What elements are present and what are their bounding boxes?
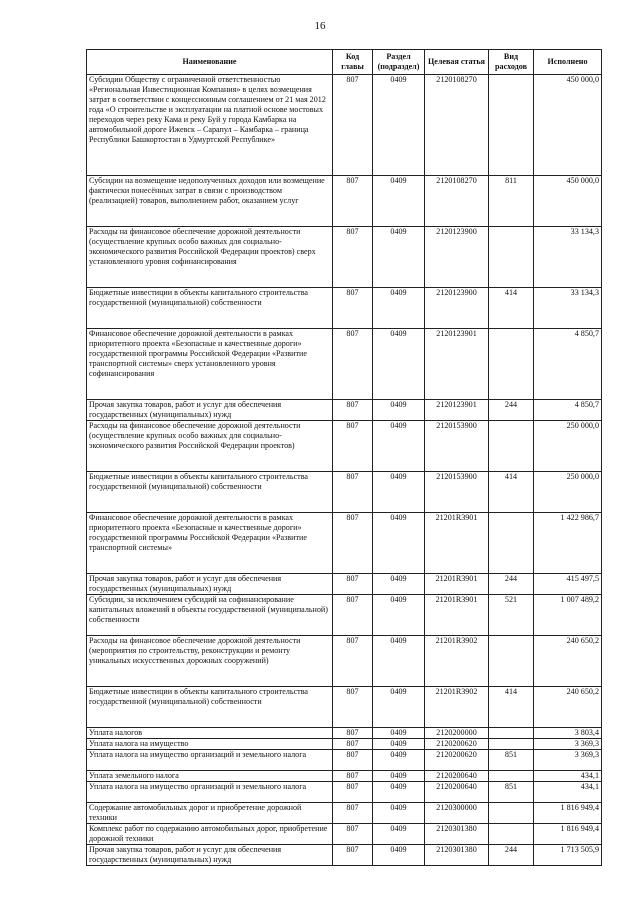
cell-target-item: 2120123900 (425, 288, 489, 329)
cell-executed: 450 000,0 (534, 75, 602, 176)
cell-target-item: 2120200640 (425, 771, 489, 782)
cell-executed: 240 650,2 (534, 636, 602, 687)
cell-name: Уплата налога на имущество организаций и земельного налога (87, 750, 333, 771)
cell-target-item: 21201R3901 (425, 513, 489, 574)
cell-target-item: 2120108270 (425, 75, 489, 176)
cell-executed: 1 816 949,4 (534, 803, 602, 824)
cell-section: 0409 (373, 803, 425, 824)
cell-target-item: 2120200620 (425, 739, 489, 750)
cell-target-item: 2120153900 (425, 472, 489, 513)
table-header-row (87, 50, 602, 75)
cell-name: Расходы на финансовое обеспечение дорожной деятельности (осуществление крупных особо важных для социально-экономического развития Российской Федерации проектов) сверх установленного уровня софинансирования (87, 227, 333, 288)
cell-target-item: 2120200620 (425, 750, 489, 771)
cell-executed: 1 007 489,2 (534, 595, 602, 636)
cell-expense-type (489, 636, 534, 687)
table-row (87, 771, 602, 782)
cell-section: 0409 (373, 739, 425, 750)
cell-section: 0409 (373, 288, 425, 329)
cell-expense-type (489, 771, 534, 782)
cell-section: 0409 (373, 227, 425, 288)
cell-expense-type: 244 (489, 845, 534, 866)
cell-target-item: 2120200000 (425, 728, 489, 739)
cell-target-item: 2120108270 (425, 176, 489, 227)
table-row (87, 728, 602, 739)
table-row (87, 329, 602, 400)
cell-name: Уплата налога на имущество (87, 739, 333, 750)
cell-executed: 415 497,5 (534, 574, 602, 595)
cell-expense-type (489, 329, 534, 400)
cell-ministry-code: 807 (333, 782, 373, 803)
cell-ministry-code: 807 (333, 400, 373, 421)
cell-target-item: 2120300000 (425, 803, 489, 824)
header-section: Раздел (подраздел) (373, 50, 425, 75)
cell-ministry-code: 807 (333, 329, 373, 400)
cell-name: Бюджетные инвестиции в объекты капитального строительства государственной (муниципальной) собственности (87, 687, 333, 728)
cell-target-item: 2120153900 (425, 421, 489, 472)
table-row (87, 574, 602, 595)
cell-executed: 434,1 (534, 782, 602, 803)
cell-name: Прочая закупка товаров, работ и услуг для обеспечения государственных (муниципальных) нужд (87, 400, 333, 421)
cell-expense-type (489, 803, 534, 824)
table-row (87, 513, 602, 574)
table-row (87, 400, 602, 421)
table-row (87, 803, 602, 824)
cell-section: 0409 (373, 513, 425, 574)
cell-executed: 450 000,0 (534, 176, 602, 227)
cell-expense-type: 414 (489, 288, 534, 329)
cell-ministry-code: 807 (333, 803, 373, 824)
table-row (87, 75, 602, 176)
cell-name: Расходы на финансовое обеспечение дорожной деятельности (осуществление крупных особо важных для социально-экономического развития Российской Федерации проектов) (87, 421, 333, 472)
cell-target-item: 21201R3901 (425, 574, 489, 595)
cell-section: 0409 (373, 728, 425, 739)
cell-executed: 3 369,3 (534, 739, 602, 750)
cell-ministry-code: 807 (333, 845, 373, 866)
cell-name: Прочая закупка товаров, работ и услуг для обеспечения государственных (муниципальных) нужд (87, 574, 333, 595)
header-executed: Исполнено (534, 50, 602, 75)
table-row (87, 750, 602, 771)
cell-target-item: 21201R3902 (425, 687, 489, 728)
cell-section: 0409 (373, 687, 425, 728)
cell-section: 0409 (373, 421, 425, 472)
cell-section: 0409 (373, 400, 425, 421)
table-row (87, 595, 602, 636)
cell-ministry-code: 807 (333, 728, 373, 739)
cell-target-item: 2120123900 (425, 227, 489, 288)
cell-section: 0409 (373, 771, 425, 782)
cell-ministry-code: 807 (333, 739, 373, 750)
cell-expense-type: 851 (489, 750, 534, 771)
cell-executed: 4 850,7 (534, 329, 602, 400)
cell-name: Уплата налогов (87, 728, 333, 739)
cell-ministry-code: 807 (333, 687, 373, 728)
cell-executed: 3 369,3 (534, 750, 602, 771)
cell-name: Прочая закупка товаров, работ и услуг для обеспечения государственных (муниципальных) нужд (87, 845, 333, 866)
cell-executed: 1 713 505,9 (534, 845, 602, 866)
cell-executed: 3 803,4 (534, 728, 602, 739)
cell-target-item: 2120301380 (425, 845, 489, 866)
cell-expense-type (489, 739, 534, 750)
cell-ministry-code: 807 (333, 288, 373, 329)
cell-ministry-code: 807 (333, 513, 373, 574)
cell-ministry-code: 807 (333, 227, 373, 288)
cell-name: Уплата налога на имущество организаций и земельного налога (87, 782, 333, 803)
table-row (87, 782, 602, 803)
cell-section: 0409 (373, 472, 425, 513)
cell-name: Комплекс работ по содержанию автомобильных дорог, приобретение дорожной техники (87, 824, 333, 845)
table-row (87, 845, 602, 866)
table-row (87, 472, 602, 513)
cell-section: 0409 (373, 782, 425, 803)
table-row (87, 687, 602, 728)
cell-name: Субсидии Обществу с ограниченной ответственностью «Региональная Инвестиционная Компания» в целях возмещения затрат в соответствии с концессионным соглашением от 21 мая 2012 года «О строительстве и эксплуатации на платной основе мостовых переходов через реку Кама и реку Буй у города Камбарка на автомобильной дороге Ижевск – Сарапул – Камбарка – граница Республики Башкортостан в Удмуртской Республике» (87, 75, 333, 176)
table-row (87, 739, 602, 750)
cell-expense-type: 414 (489, 472, 534, 513)
cell-name: Субсидии на возмещение недополученных доходов или возмещение фактически понесённых затрат в связи с производством (реализацией) товаров, выполнением работ, оказанием услуг (87, 176, 333, 227)
cell-section: 0409 (373, 636, 425, 687)
cell-expense-type: 851 (489, 782, 534, 803)
cell-section: 0409 (373, 845, 425, 866)
budget-table (86, 49, 602, 866)
cell-ministry-code: 807 (333, 75, 373, 176)
table-body (87, 75, 602, 866)
table-row (87, 227, 602, 288)
cell-executed: 250 000,0 (534, 472, 602, 513)
header-target-item: Целевая статья (425, 50, 489, 75)
cell-section: 0409 (373, 824, 425, 845)
cell-target-item: 2120301380 (425, 824, 489, 845)
cell-executed: 240 650,2 (534, 687, 602, 728)
header-expense-type: Вид расходов (489, 50, 534, 75)
cell-expense-type (489, 421, 534, 472)
cell-expense-type: 414 (489, 687, 534, 728)
cell-name: Расходы на финансовое обеспечение дорожной деятельности (мероприятия по строительству, реконструкции и ремонту уникальных искусственных дорожных сооружений) (87, 636, 333, 687)
cell-expense-type: 244 (489, 574, 534, 595)
table-row (87, 176, 602, 227)
cell-name: Уплата земельного налога (87, 771, 333, 782)
cell-target-item: 21201R3902 (425, 636, 489, 687)
cell-executed: 1 816 949,4 (534, 824, 602, 845)
header-ministry-code: Код главы (333, 50, 373, 75)
table-row (87, 421, 602, 472)
cell-ministry-code: 807 (333, 421, 373, 472)
cell-ministry-code: 807 (333, 176, 373, 227)
cell-ministry-code: 807 (333, 750, 373, 771)
cell-name: Финансовое обеспечение дорожной деятельности в рамках приоритетного проекта «Безопасные и качественные дороги» государственной программы Российской Федерации «Развитие транспортной системы» (87, 513, 333, 574)
cell-expense-type (489, 75, 534, 176)
cell-ministry-code: 807 (333, 595, 373, 636)
cell-executed: 1 422 986,7 (534, 513, 602, 574)
cell-target-item: 21201R3901 (425, 595, 489, 636)
cell-expense-type (489, 227, 534, 288)
table-row (87, 824, 602, 845)
cell-expense-type (489, 728, 534, 739)
cell-expense-type: 521 (489, 595, 534, 636)
cell-section: 0409 (373, 329, 425, 400)
cell-section: 0409 (373, 75, 425, 176)
cell-expense-type: 811 (489, 176, 534, 227)
cell-ministry-code: 807 (333, 636, 373, 687)
cell-expense-type: 244 (489, 400, 534, 421)
cell-ministry-code: 807 (333, 574, 373, 595)
cell-ministry-code: 807 (333, 824, 373, 845)
cell-target-item: 2120200640 (425, 782, 489, 803)
cell-name: Бюджетные инвестиции в объекты капитального строительства государственной (муниципальной) собственности (87, 288, 333, 329)
table-row (87, 288, 602, 329)
cell-executed: 33 134,3 (534, 288, 602, 329)
cell-target-item: 2120123901 (425, 400, 489, 421)
table-row (87, 636, 602, 687)
cell-target-item: 2120123901 (425, 329, 489, 400)
cell-expense-type (489, 824, 534, 845)
cell-section: 0409 (373, 574, 425, 595)
cell-executed: 4 850,7 (534, 400, 602, 421)
header-name: Наименование (87, 50, 333, 75)
page-number: 16 (314, 20, 326, 32)
cell-name: Бюджетные инвестиции в объекты капитального строительства государственной (муниципальной) собственности (87, 472, 333, 513)
cell-expense-type (489, 513, 534, 574)
cell-section: 0409 (373, 750, 425, 771)
cell-name: Субсидии, за исключением субсидий на софинансирование капитальных вложений в объекты государственной (муниципальной) собственности (87, 595, 333, 636)
cell-ministry-code: 807 (333, 472, 373, 513)
cell-name: Финансовое обеспечение дорожной деятельности в рамках приоритетного проекта «Безопасные и качественные дороги» государственной программы Российской Федерации «Развитие транспортной системы» сверх установленного уровня софинансирования (87, 329, 333, 400)
cell-section: 0409 (373, 595, 425, 636)
cell-executed: 250 000,0 (534, 421, 602, 472)
cell-name: Содержание автомобильных дорог и приобретение дорожной техники (87, 803, 333, 824)
cell-section: 0409 (373, 176, 425, 227)
cell-ministry-code: 807 (333, 771, 373, 782)
cell-executed: 434,1 (534, 771, 602, 782)
cell-executed: 33 134,3 (534, 227, 602, 288)
